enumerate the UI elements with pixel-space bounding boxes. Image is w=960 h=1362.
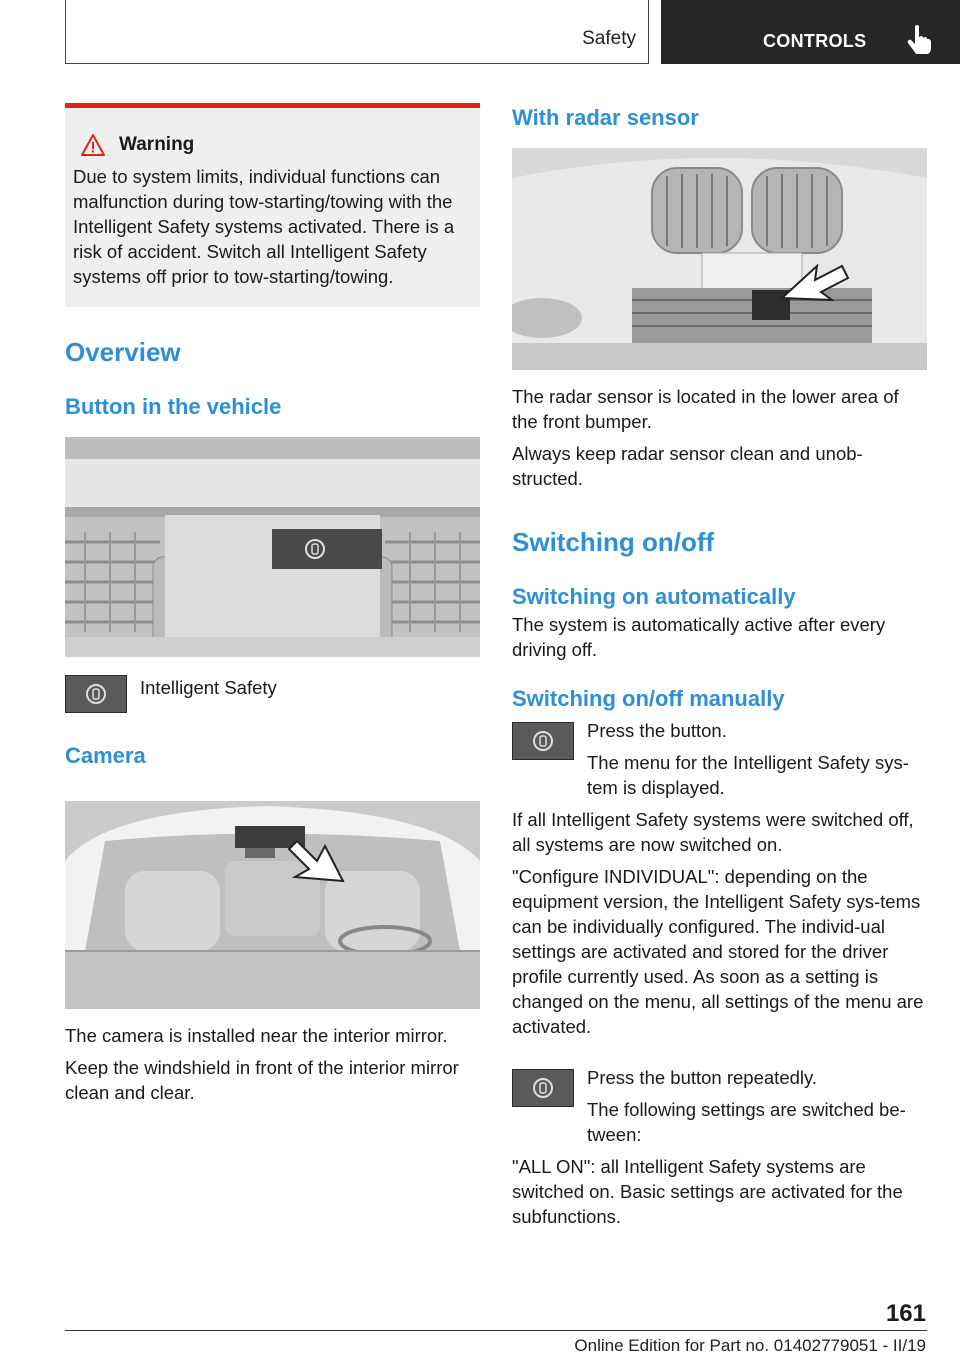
button-caption: Intelligent Safety <box>140 677 277 698</box>
hand-pointer-icon <box>907 24 933 54</box>
intelligent-safety-button-icon <box>65 675 127 713</box>
bumper-illustration <box>512 148 927 370</box>
header-frame <box>65 0 649 64</box>
auto-paragraph: The system is automatically active after every driving off. <box>512 614 886 660</box>
overview-heading: Overview <box>65 337 181 367</box>
manual-line-2: The menu for the Intelligent Safety sys‐tem is displayed. <box>587 752 909 798</box>
camera-paragraph-1: The camera is installed near the interior mirror. <box>65 1025 448 1046</box>
radar-paragraph-2: Always keep radar sensor clean and unob‐structed. <box>512 443 863 489</box>
manual-line-1: Press the button. <box>587 720 727 741</box>
switching-heading: Switching on/off <box>512 527 715 557</box>
radar-paragraph-1: The radar sensor is located in the lower area of the front bumper. <box>512 386 899 432</box>
warning-title-text: Warning <box>119 134 195 155</box>
intelligent-safety-button-icon <box>512 1069 574 1107</box>
header-tab-label: CONTROLS <box>763 31 867 51</box>
radar-heading: With radar sensor <box>512 105 699 130</box>
auto-heading: Switching on automatically <box>512 584 796 609</box>
header-tab-controls[interactable] <box>661 0 960 64</box>
camera-heading: Camera <box>65 743 146 768</box>
manual-press-block <box>512 718 927 800</box>
repeat-press-block <box>512 1065 927 1147</box>
warning-box <box>65 103 480 307</box>
camera-photo <box>65 801 480 1009</box>
footer-edition: Online Edition for Part no. 01402779051 - II/19 <box>574 1336 926 1355</box>
camera-paragraph-2: Keep the windshield in front of the interior mirror clean and clear. <box>65 1057 459 1103</box>
all-off-paragraph: If all Intelligent Safety systems were switched off, all systems are now switched on. <box>512 809 914 855</box>
button-caption-row <box>65 675 480 713</box>
button-photo <box>65 437 480 657</box>
page-number: 161 <box>885 1300 926 1327</box>
warning-title <box>73 134 470 156</box>
repeat-line-1: Press the button repeatedly. <box>587 1067 818 1088</box>
button-heading: Button in the vehicle <box>65 394 282 419</box>
windshield-illustration <box>65 801 480 1009</box>
warning-triangle-icon <box>81 134 105 156</box>
dashboard-illustration <box>65 437 480 657</box>
repeat-line-2: The following settings are switched be‐tween: <box>587 1099 906 1145</box>
footer-divider <box>65 1330 927 1331</box>
radar-photo <box>512 148 927 370</box>
warning-text: Due to system limits, individual functions can malfunction during tow-starting/towing with the Intelligent Safety systems activated. There is a risk of accident. Switch all Intelligent Safety systems off prior to tow-starting/towing. <box>73 166 455 287</box>
left-column <box>65 103 480 1105</box>
header-section-title: Safety <box>582 28 636 49</box>
right-column <box>512 103 927 1229</box>
all-on-paragraph: "ALL ON": all Intelligent Safety systems are switched on. Basic settings are activated for the subfunctions. <box>512 1156 903 1227</box>
manual-heading: Switching on/off manually <box>512 686 785 711</box>
configure-paragraph: "Configure INDIVIDUAL": depending on the equipment version, the Intelligent Safety sys‐tems can be individually configured. The individ‐ual settings are activated and stored for the driver profile currently used. As soon as a setting is changed on the menu, all settings of the menu are activated. <box>512 866 924 1037</box>
intelligent-safety-button-icon <box>512 722 574 760</box>
